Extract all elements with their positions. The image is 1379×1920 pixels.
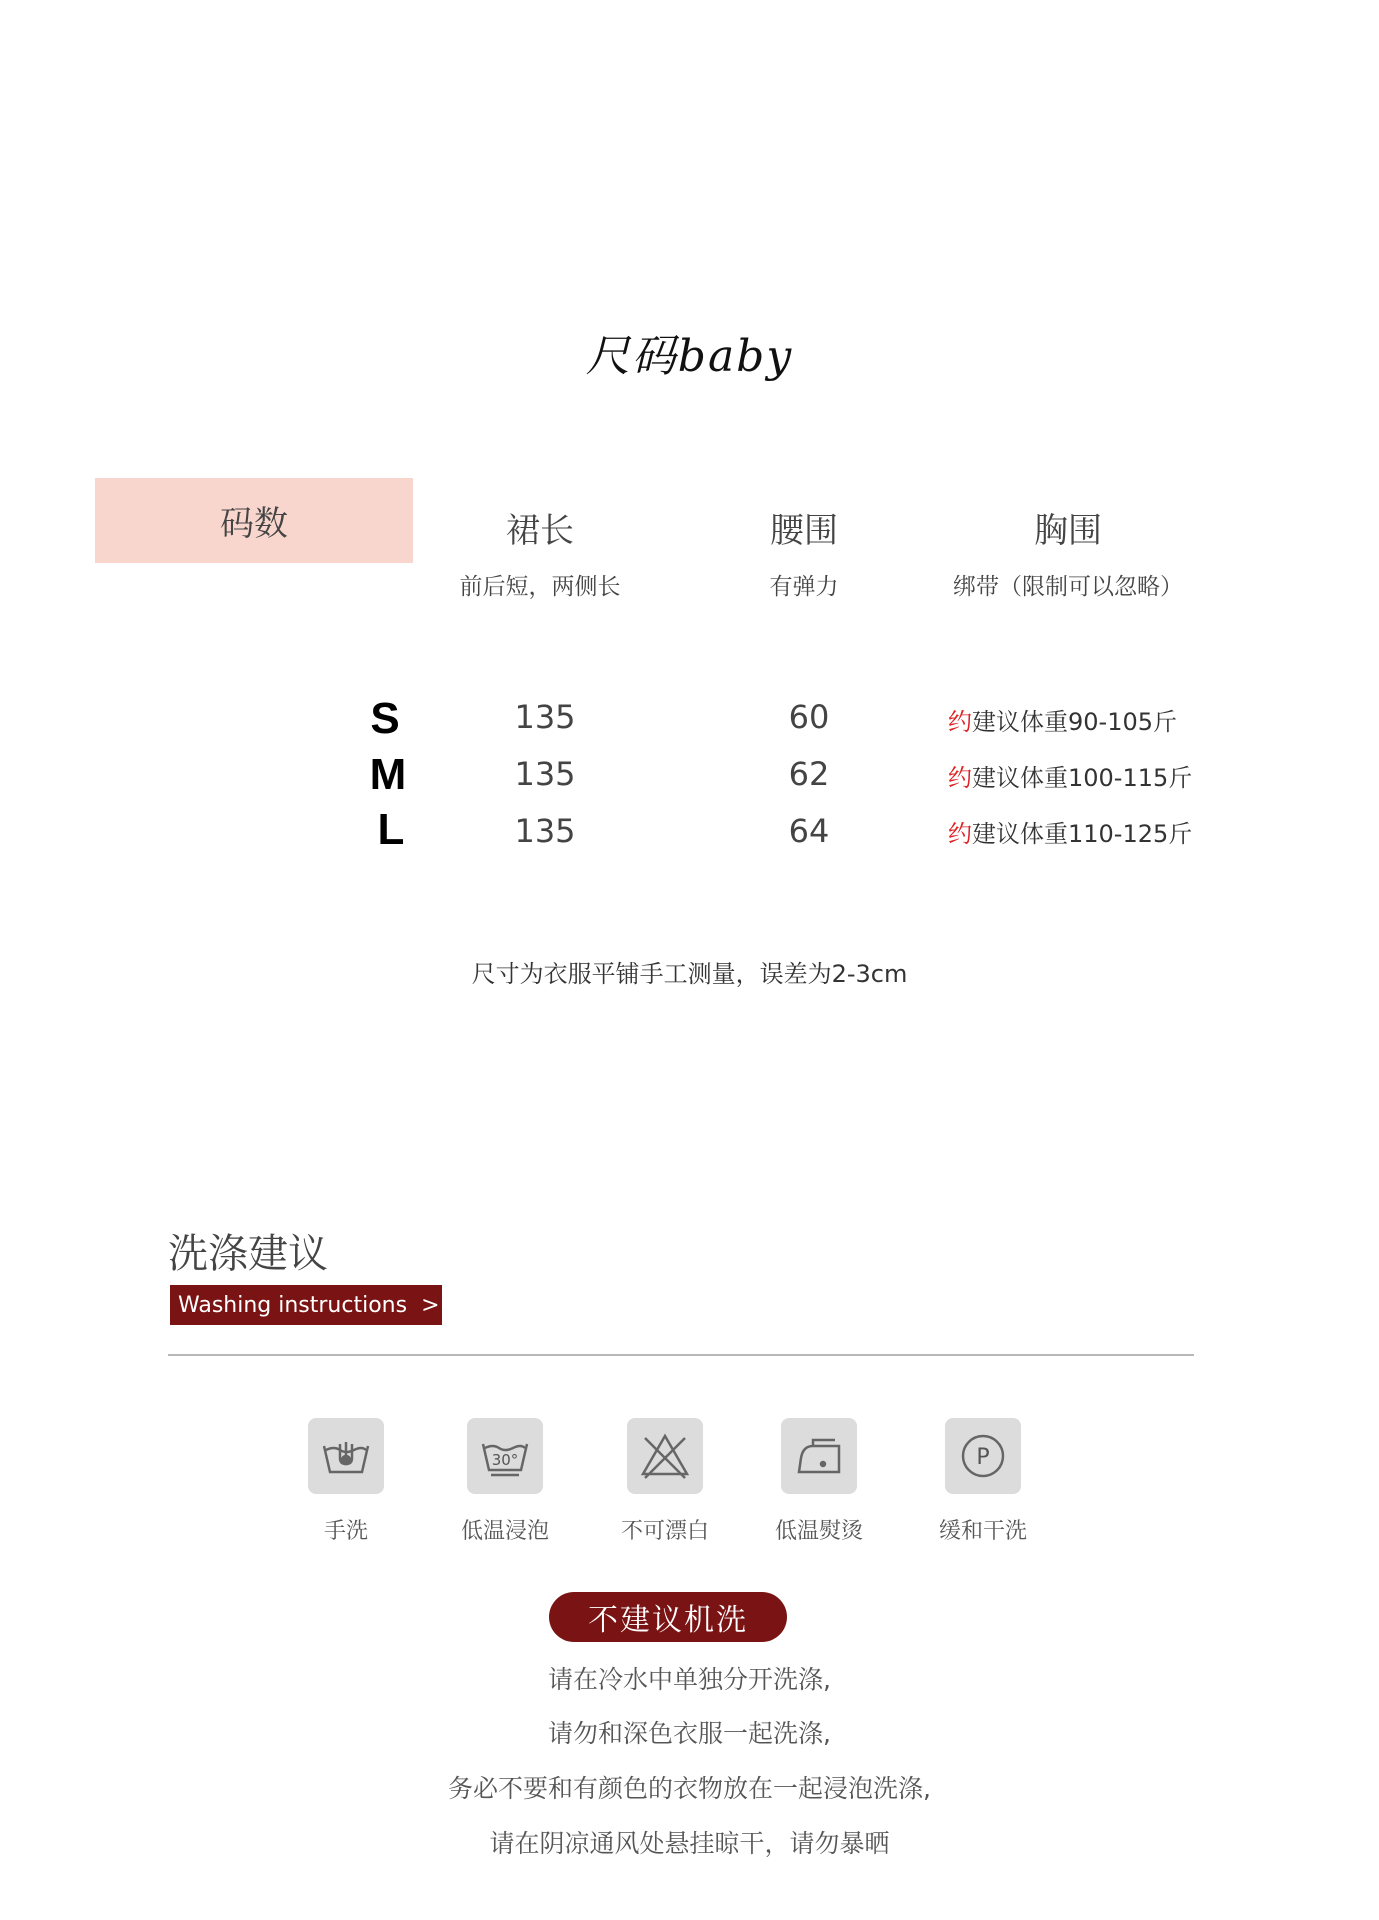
hand-wash-icon [308,1418,384,1494]
care-label-no-bleach: 不可漂白 [620,1519,709,1544]
column-sub-waist: 有弹力 [769,574,839,600]
instruction-line: 请勿和深色衣服一起洗涤, [548,1719,831,1748]
column-header-length: 裙长 [506,511,574,551]
page-title: 尺码baby [585,331,794,382]
column-sub-bust: 绑带（限制可以忽略） [953,574,1183,600]
instruction-line: 请在阴凉通风处悬挂晾干，请勿暴晒 [489,1829,890,1858]
table-cell-weight [948,758,1192,793]
dry-clean-letter: P [976,1445,990,1470]
care-label-hand-wash: 手洗 [323,1519,368,1544]
size-label-l: L [377,805,405,854]
washing-title: 洗涤建议 [168,1231,328,1277]
table-cell-waist: 62 [788,755,830,793]
size-label-m: M [369,750,407,799]
weight-text: 建议体重100-115斤 [972,764,1193,792]
low-temp-soak-icon [467,1418,543,1494]
approx-label: 约 [948,708,972,736]
care-label-gentle-dry-clean: 缓和干洗 [938,1519,1027,1544]
weight-text: 建议体重110-125斤 [972,820,1193,848]
washing-instructions-badge [170,1285,442,1325]
approx-label: 约 [948,820,972,848]
column-header-waist: 腰围 [770,511,838,551]
table-cell-weight [948,814,1192,849]
temp-label: 30° [491,1451,519,1469]
table-cell-waist: 60 [788,698,830,736]
size-column-header: 码数 [95,478,413,563]
low-temp-iron-icon [781,1418,857,1494]
column-sub-length: 前后短，两侧长 [459,574,621,600]
weight-text: 建议体重90-105斤 [972,708,1178,736]
table-cell-length: 135 [514,755,576,793]
care-label-low-temp-iron: 低温熨烫 [774,1519,863,1544]
divider [168,1354,1194,1356]
table-cell-weight [948,702,1177,737]
size-label-s: S [370,694,400,743]
table-cell-waist: 64 [788,812,830,850]
instruction-line: 请在冷水中单独分开洗涤, [548,1665,831,1694]
no-machine-wash-badge: 不建议机洗 [549,1592,787,1642]
gentle-dry-clean-icon [945,1418,1021,1494]
measurement-note: 尺寸为衣服平铺手工测量，误差为2-3cm [471,960,908,988]
column-header-bust: 胸围 [1034,511,1102,551]
washing-badge-label: Washing instructions > [178,1292,440,1318]
no-bleach-icon [627,1418,703,1494]
approx-label: 约 [948,764,972,792]
care-label-low-temp-soak: 低温浸泡 [460,1519,549,1544]
table-cell-length: 135 [514,698,576,736]
instruction-line: 务必不要和有颜色的衣物放在一起浸泡洗涤, [448,1774,931,1803]
table-cell-length: 135 [514,812,576,850]
